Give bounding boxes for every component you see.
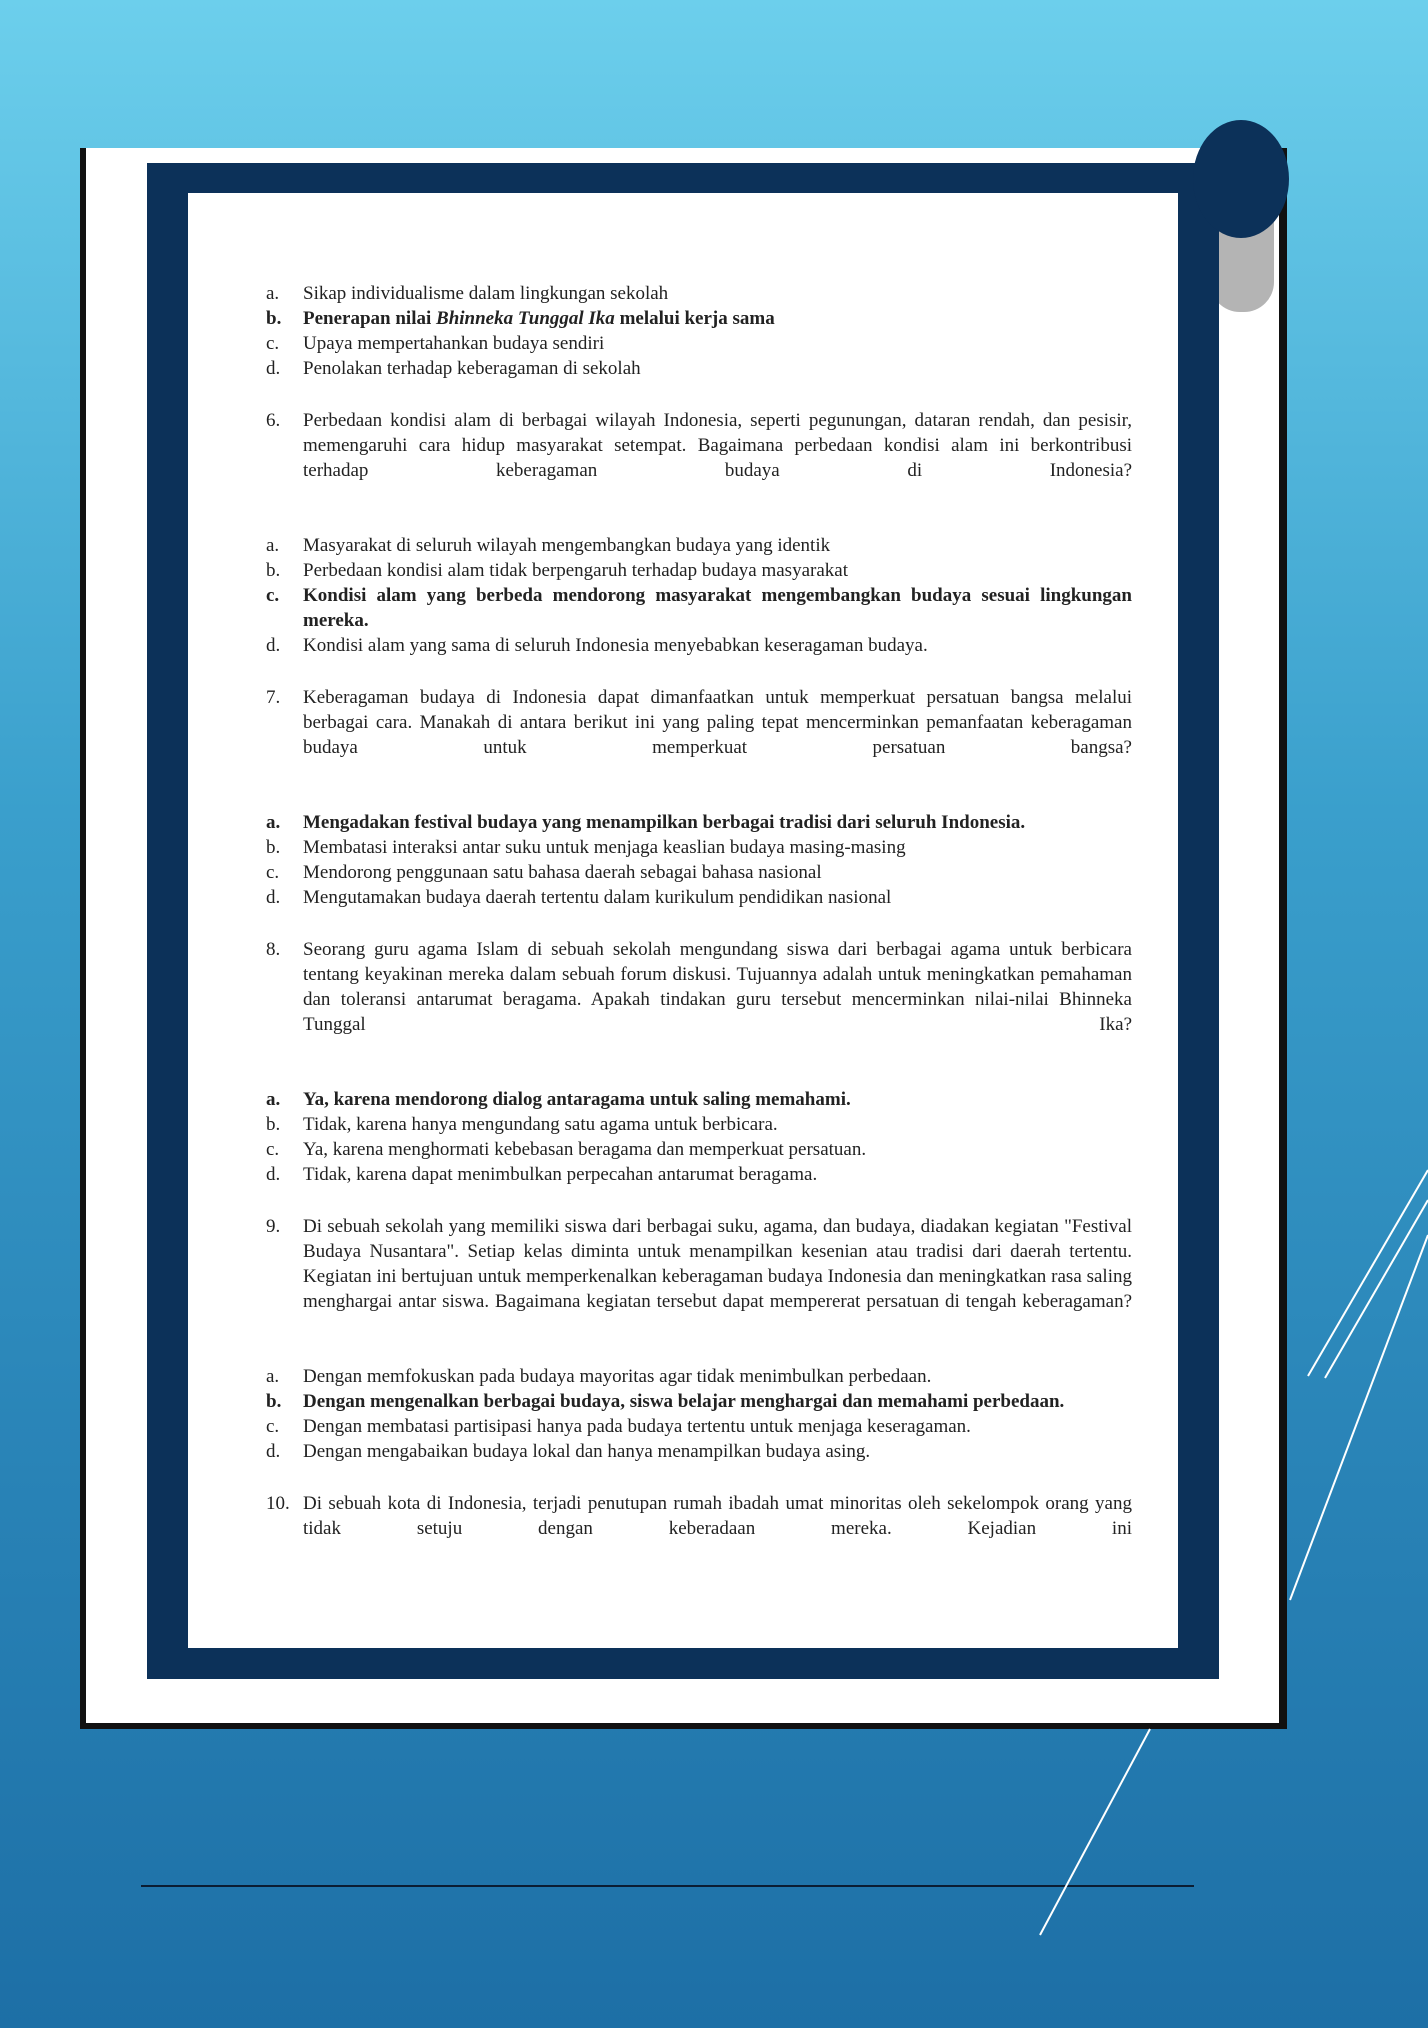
option-a-answer: a. Mengadakan festival budaya yang menampilkan berbagai tradisi dari seluruh Indonesia. xyxy=(266,812,1026,833)
option-a: a. Dengan memfokuskan pada budaya mayoritas agar tidak menimbulkan perbedaan. xyxy=(266,1366,932,1387)
option-d: d. Penolakan terhadap keberagaman di sekolah xyxy=(266,358,641,379)
question-8: 8. Seorang guru agama Islam di sebuah sekolah mengundang siswa dari berbagai agama untuk berbicara tentang keyakinan mereka dalam sebuah forum diskusi. Tujuannya adalah untuk meningkatkan pemahaman dan toleransi antarumat beragama. Apakah tindakan guru tersebut mencerminkan nilai-nilai Bhinneka Tunggal Ika? xyxy=(266,939,1132,1035)
option-d: d. Dengan mengabaikan budaya lokal dan hanya menampilkan budaya asing. xyxy=(266,1441,871,1462)
option-a: a. Sikap individualisme dalam lingkungan sekolah xyxy=(266,283,669,304)
option-d: d. Tidak, karena dapat menimbulkan perpecahan antarumat beragama. xyxy=(266,1164,818,1185)
option-b-answer: b. Dengan mengenalkan berbagai budaya, siswa belajar menghargai dan memahami perbedaan. xyxy=(266,1391,1065,1412)
option-b: b. Membatasi interaksi antar suku untuk menjaga keaslian budaya masing-masing xyxy=(266,837,906,858)
option-d: d. Mengutamakan budaya daerah tertentu dalam kurikulum pendidikan nasional xyxy=(266,887,892,908)
option-a: a. Masyarakat di seluruh wilayah mengembangkan budaya yang identik xyxy=(266,535,831,556)
option-c-answer: c. Kondisi alam yang berbeda mendorong masyarakat mengembangkan budaya sesuai lingkungan mereka. xyxy=(266,585,1132,631)
option-b-text: Penerapan nilai Bhinneka Tunggal Ika melalui kerja sama xyxy=(303,308,775,329)
option-c: c. Dengan membatasi partisipasi hanya pada budaya tertentu untuk menjaga keseragaman. xyxy=(266,1416,971,1437)
option-c: c. Ya, karena menghormati kebebasan beragama dan memperkuat persatuan. xyxy=(266,1139,867,1160)
option-c: c. Upaya mempertahankan budaya sendiri xyxy=(266,333,605,354)
question-7: 7. Keberagaman budaya di Indonesia dapat dimanfaatkan untuk memperkuat persatuan bangsa melalui berbagai cara. Manakah di antara berikut ini yang paling tepat mencerminkan pemanfaatan keberagaman budaya untuk memperkuat persatuan bangsa? xyxy=(266,687,1132,758)
question-9: 9. Di sebuah sekolah yang memiliki siswa dari berbagai suku, agama, dan budaya, diadakan kegiatan "Festival Budaya Nusantara". Setiap kelas diminta untuk menampilkan kesenian atau tradisi dari daerah tertentu. Kegiatan ini bertujuan untuk memperkenalkan keberagaman budaya Indonesia dan meningkatkan rasa saling menghargai antar siswa. Bagaimana kegiatan tersebut dapat mempererat persatuan di tengah keberagaman? xyxy=(266,1216,1132,1312)
option-c: c. Mendorong penggunaan satu bahasa daerah sebagai bahasa nasional xyxy=(266,862,822,883)
option-d: d. Kondisi alam yang sama di seluruh Indonesia menyebabkan keseragaman budaya. xyxy=(266,635,928,656)
question-6: 6. Perbedaan kondisi alam di berbagai wilayah Indonesia, seperti pegunungan, dataran rendah, dan pesisir, memengaruhi cara hidup masyarakat setempat. Bagaimana perbedaan kondisi alam ini berkontribusi terhadap keberagaman budaya di Indonesia? xyxy=(266,410,1132,481)
option-b: b. Tidak, karena hanya mengundang satu agama untuk berbicara. xyxy=(266,1114,778,1135)
question-10: 10. Di sebuah kota di Indonesia, terjadi penutupan rumah ibadah umat minoritas oleh sekelompok orang yang tidak setuju dengan keberadaan mereka. Kejadian ini xyxy=(266,1493,1132,1539)
option-b-answer: b. Penerapan nilai Bhinneka Tunggal Ika melalui kerja sama xyxy=(266,306,1132,331)
option-b: b. Perbedaan kondisi alam tidak berpengaruh terhadap budaya masyarakat xyxy=(266,560,848,581)
option-a-answer: a. Ya, karena mendorong dialog antaragama untuk saling memahami. xyxy=(266,1089,851,1110)
